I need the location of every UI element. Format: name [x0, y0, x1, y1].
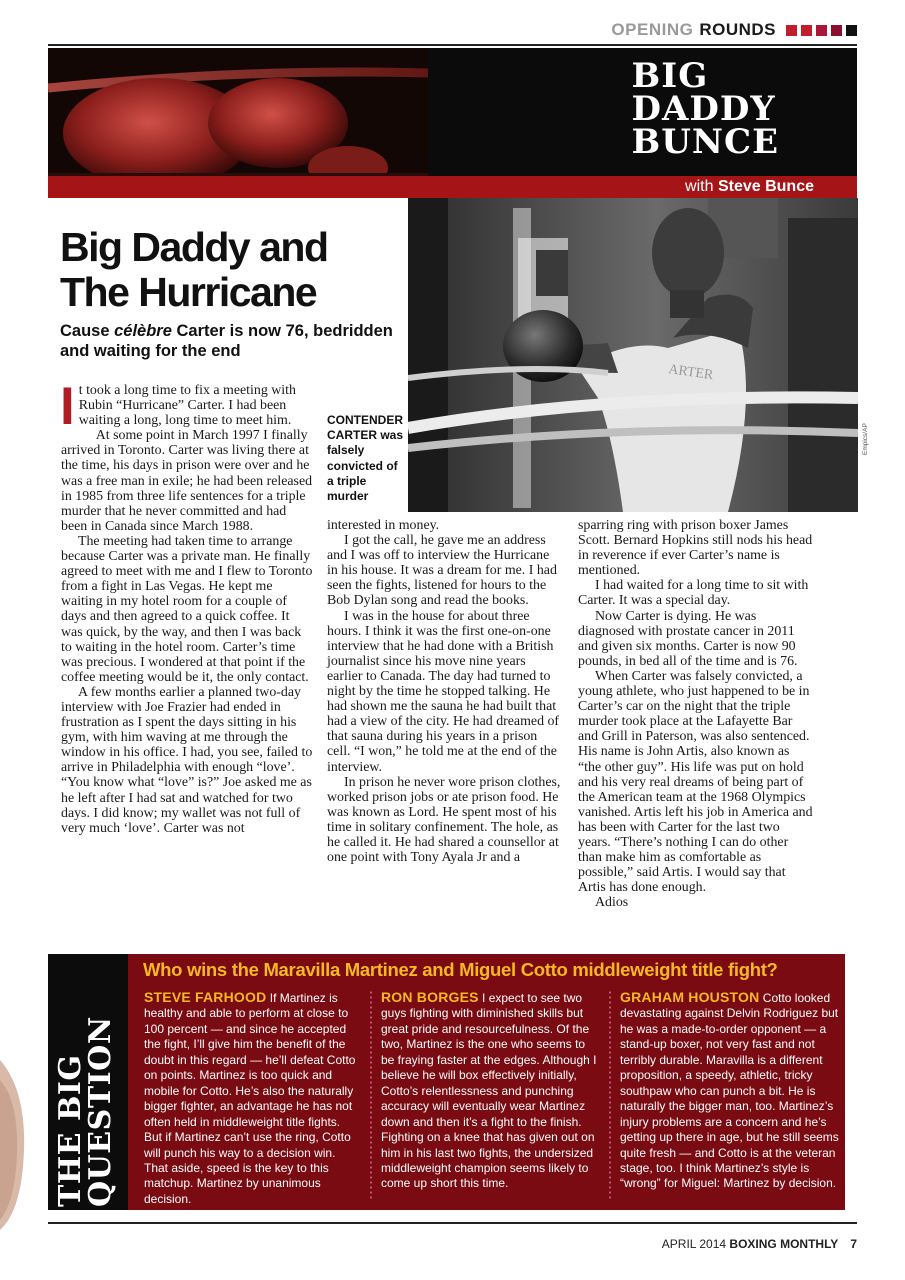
footer-issue: APRIL 2014	[661, 1237, 727, 1251]
column-divider	[609, 990, 611, 1200]
big-question-label-line: QUESTION	[83, 1016, 118, 1207]
byline-prefix: with	[685, 178, 714, 195]
shirt-text: ARTER	[667, 362, 715, 384]
article-paragraph: I got the call, he gave me an address and I was off to interview the Hurricane in his house. It was a dream for me. I had seen the fights, listened for hours to the Bob Dylan song and read the books.	[327, 533, 557, 609]
section-squares	[786, 25, 857, 36]
article-paragraph: In prison he never wore prison clothes, worked prison jobs or ate prison food. He was known as Lord. He spent most of his time in solitary confinement. The hole, as he called it. He had shared a counsellor at one point with Tony Ayala Jr and a	[327, 774, 561, 866]
answer-name: STEVE FARHOOD	[144, 989, 267, 1005]
section-square	[846, 25, 857, 36]
big-question-box	[48, 954, 845, 1210]
big-question-label-bar	[48, 954, 128, 1210]
photo-credit: Empics/AP	[862, 423, 869, 455]
article-paragraph	[60, 377, 313, 436]
page-footer	[662, 1237, 857, 1251]
answer-name: GRAHAM HOUSTON	[620, 989, 760, 1005]
footer-magazine: BOXING MONTHLY	[729, 1237, 839, 1251]
standfirst-part: Cause	[60, 322, 115, 340]
answer-farhood	[144, 990, 359, 1207]
drop-cap: I	[60, 377, 75, 436]
byline	[685, 176, 814, 198]
section-square	[831, 25, 842, 36]
photo-caption: CONTENDER CARTER was falsely convicted of a triple murder	[327, 413, 404, 504]
byline-name: Steve Bunce	[717, 178, 814, 195]
section-tag-light: OPENING	[611, 20, 694, 39]
column-title-line: DADDY	[631, 89, 776, 129]
article-column-1	[60, 377, 313, 836]
article-paragraph: The meeting had taken time to arrange because Carter was a private man. He finally agreed to meet with me and I flew to Toronto from a fight in Las Vegas. He kept me waiting in my hotel room for a couple of days and then agreed to a quick coffee. It was quick, by the way, and then I was back to waiting in the hotel room. Carter’s time was precious. I wondered at that point if the coffee meeting would be it, the only contact.	[61, 533, 313, 685]
article-paragraph: I was in the house for about three hours. I think it was the first one-on-one interview that he had done with a British journalist since his move nine years earlier to Canada. The day had turned to night by the time he stopped talking. He had shown me the sauna he had built that had a view of the city. He had dreamed of that sauna during his years in a prison cell. “I won,” he told me at the end of the interview.	[327, 608, 560, 775]
answer-text: If Martinez is healthy and able to perform at close to 100 percent — and since he accepted the fight, I’ll give him the benefit of the doubt in this regard — he’ll defeat Cotto on points. Martinez is too quick and mobile for Cotto. He’s also the naturally bigger fighter, an advantage he has not often held in middleweight title fights. But if Martinez can’t use the ring, Cotto will punch his way to a decision win. That aside, speed is the key to this matchup. Martinez by unanimous decision.	[144, 991, 356, 1206]
standfirst-italic: célèbre	[114, 322, 172, 340]
answer-text: Cotto looked devastating against Delvin Rodriguez but he was a made-to-order opponent — a stand-up boxer, not very fast and not terribly durable. Maravilla is a different proposition, a speedy, athletic, tricky southpaw who can punch a bit. He is naturally the bigger man, too. Martinez’s injury problems are a concern and he’s getting up there in age, but he still seems quite fresh — and Cotto is at the veteran stage, too. I think Martinez’s style is “wrong” for Miguel: Martinez by decision.	[620, 991, 839, 1191]
answer-houston	[620, 990, 840, 1192]
standfirst-part: Carter is now 76, bedridden and waiting for the end	[60, 322, 393, 360]
top-rule	[48, 44, 857, 46]
section-tag	[611, 20, 857, 40]
article-column-3	[578, 518, 814, 910]
answer-borges	[381, 990, 599, 1192]
article-paragraph: A few months earlier a planned two-day interview with Joe Frazier had ended in frustration as I spent the days sitting in his gym, with him waving at me through the window in his office. I had, you see, failed to arrive in Philadelphia with enough “love’. “You know what “love” is?” Joe asked me as he left after I had sat and watched for two days. I did know; my wallet was not full of very much ‘love’. Carter was not	[61, 684, 313, 836]
big-question-title: Who wins the Maravilla Martinez and Miguel Cotto middleweight title fight?	[143, 959, 778, 980]
footer-rule	[48, 1222, 857, 1224]
answer-text: I expect to see two guys fighting with diminished skills but great pride and resourcefulness. Of the two, Martinez is the one who seems to be fraying faster at the edges. Although I believe he will box effectively initially, Cotto’s relentlessness and punching accuracy will eventually wear Martinez down and then it’s a fight to the finish. Fighting on a knee that has given out on him in his last two fights, the undersized middleweight champion seems likely to come up short this time.	[381, 991, 597, 1191]
article-paragraph: Adios	[595, 895, 629, 911]
carter-photo	[408, 198, 858, 512]
section-square	[786, 25, 797, 36]
article-paragraph: interested in money.	[327, 518, 440, 533]
article-paragraph: When Carter was falsely convicted, a young athlete, who just happened to be in Carter’s car on the night that the triple murder took place at the Lafayette Bar and Grill in Paterson, was also sentenced. His name is John Artis, also known as “the other guy”. His life was put on hold and his very real dreams of being part of the American team at the 1968 Olympics vanished. Artis left his job in America and has been with Carter for the last two years. “There’s nothing I can do other than make him as comfortable as possible,” said Artis. I would say that Artis has done enough.	[578, 668, 813, 896]
section-tag-dark: ROUNDS	[699, 20, 776, 39]
section-square	[801, 25, 812, 36]
article-column-2	[327, 518, 563, 865]
column-title	[631, 56, 779, 162]
section-square	[816, 25, 827, 36]
article-paragraph: At some point in March 1997 I finally arrived in Toronto. Carter was living there at the time, his days in prison were over and he was a free man in exile; he had been released in 1985 from three life sentences for a triple murder that he never committed and had been in Canada since March 1988.	[61, 428, 313, 534]
photo-illustration	[408, 198, 858, 512]
paragraph-text: t took a long time to fix a meeting with Rubin “Hurricane” Carter. I had been waiting a long, long time to meet him.	[78, 383, 296, 429]
big-question-label-line: THE BIG	[53, 1054, 88, 1207]
column-title-line: BUNCE	[631, 122, 779, 162]
column-title-line: BIG	[631, 56, 709, 96]
article-headline: Big Daddy and The Hurricane	[60, 224, 328, 315]
column-divider	[370, 990, 372, 1200]
article-paragraph: Now Carter is dying. He was diagnosed with prostate cancer in 2011 and given six months. Carter is now 90 pounds, in bed all of the time and is 76.	[578, 608, 798, 669]
page-number: 7	[850, 1237, 857, 1251]
answer-name: RON BORGES	[381, 989, 479, 1005]
article-standfirst	[60, 321, 400, 361]
article-paragraph: sparring ring with prison boxer James Scott. Bernard Hopkins still nods his head in reverence if ever Carter’s name is mentioned.	[578, 518, 813, 579]
big-question-label	[53, 1016, 118, 1207]
thumb-image	[0, 1060, 30, 1230]
article-paragraph: I had waited for a long time to sit with Carter. It was a special day.	[578, 578, 809, 609]
